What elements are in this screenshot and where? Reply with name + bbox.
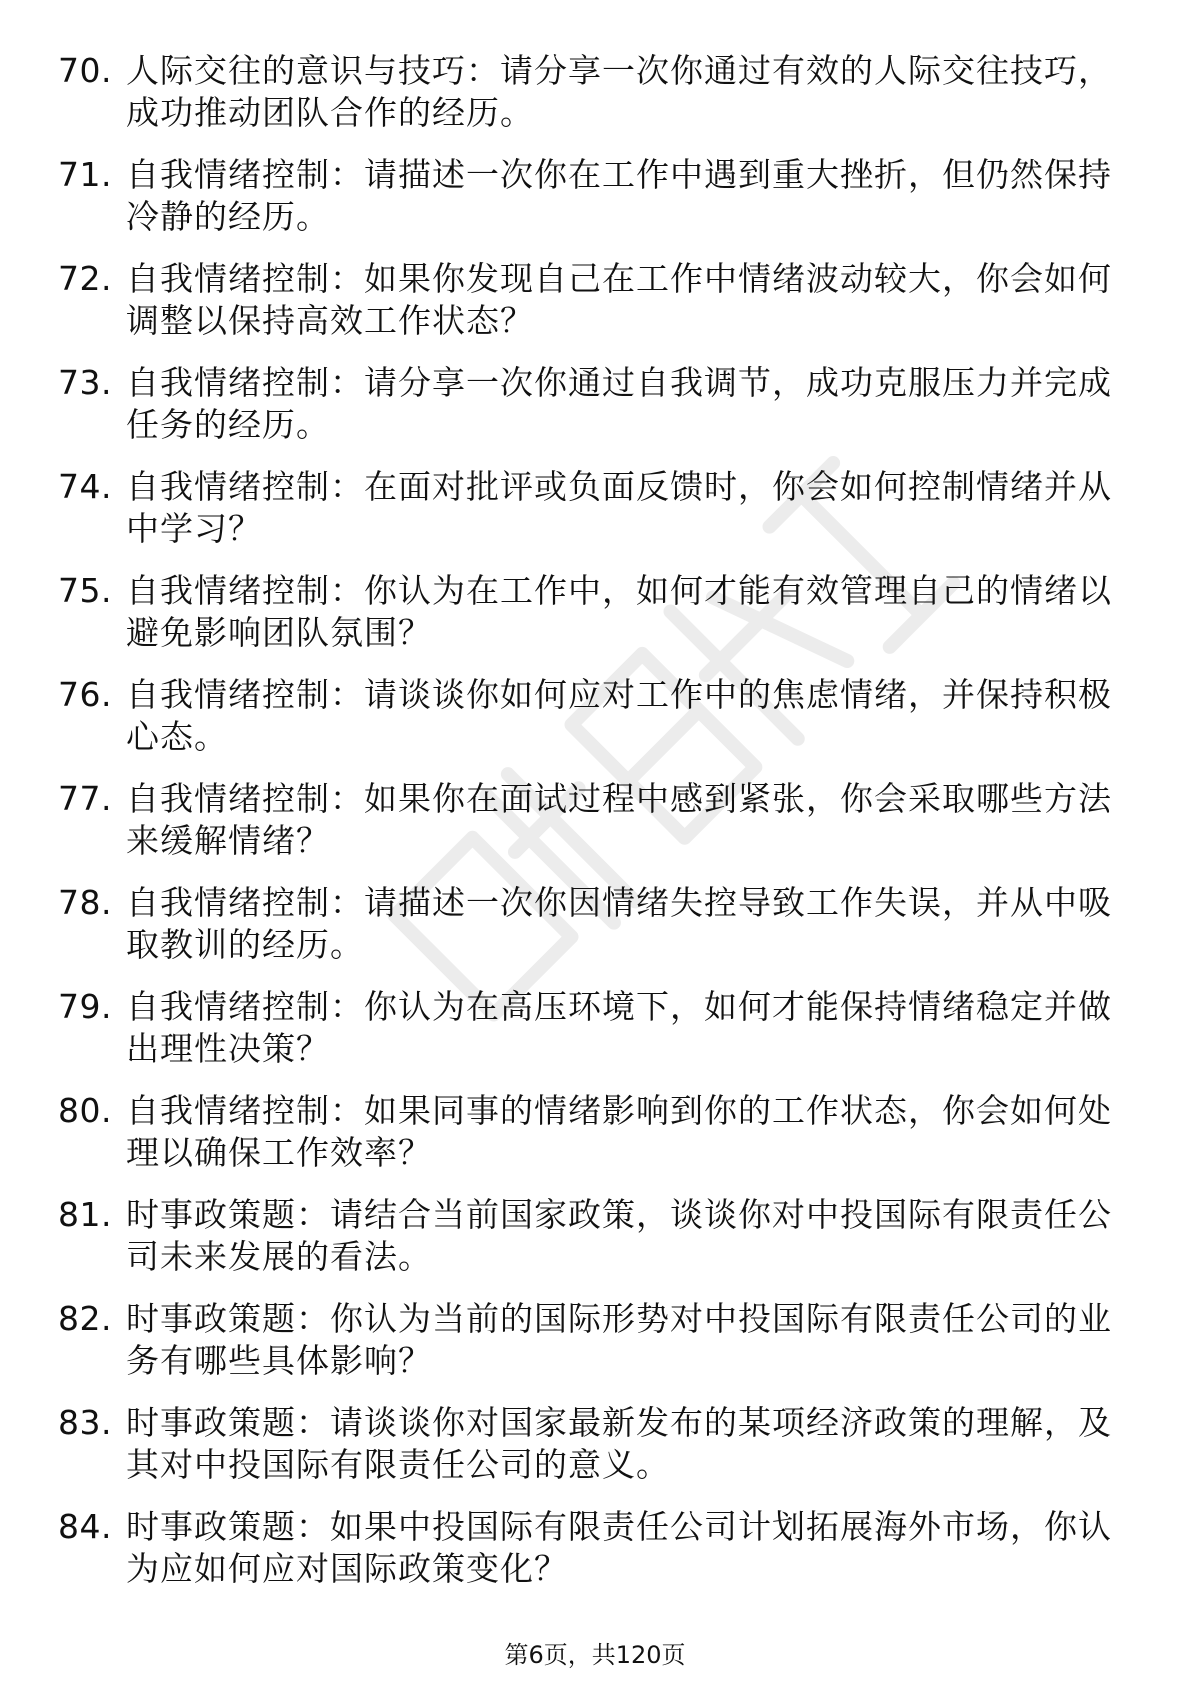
question-item bbox=[58, 258, 1128, 362]
question-item bbox=[58, 1090, 1128, 1194]
question-text: 时事政策题：请谈谈你对国家最新发布的某项经济政策的理解，及其对中投国际有限责任公司的意义。 bbox=[126, 1403, 1112, 1484]
question-number: 78. bbox=[58, 883, 112, 922]
question-text: 自我情绪控制：请描述一次你因情绪失控导致工作失误，并从中吸取教训的经历。 bbox=[126, 883, 1112, 964]
question-item bbox=[58, 362, 1128, 466]
question-text: 自我情绪控制：如果你发现自己在工作中情绪波动较大，你会如何调整以保持高效工作状态？ bbox=[126, 259, 1112, 340]
question-number: 81. bbox=[58, 1195, 112, 1234]
question-item bbox=[58, 1402, 1128, 1506]
question-item bbox=[58, 1298, 1128, 1402]
question-number: 75. bbox=[58, 571, 112, 610]
question-number: 71. bbox=[58, 155, 112, 194]
question-text: 自我情绪控制：在面对批评或负面反馈时，你会如何控制情绪并从中学习？ bbox=[126, 467, 1112, 548]
question-list bbox=[58, 50, 1128, 1610]
question-number: 76. bbox=[58, 675, 112, 714]
question-item bbox=[58, 986, 1128, 1090]
question-number: 80. bbox=[58, 1091, 112, 1130]
question-text: 自我情绪控制：请谈谈你如何应对工作中的焦虑情绪，并保持积极心态。 bbox=[126, 675, 1112, 756]
question-number: 70. bbox=[58, 51, 112, 90]
page-number-footer: 第6页，共120页 bbox=[504, 1641, 686, 1669]
question-text: 自我情绪控制：如果同事的情绪影响到你的工作状态，你会如何处理以确保工作效率？ bbox=[126, 1091, 1112, 1172]
question-number: 79. bbox=[58, 987, 112, 1026]
question-number: 74. bbox=[58, 467, 112, 506]
question-item bbox=[58, 882, 1128, 986]
question-number: 82. bbox=[58, 1299, 112, 1338]
question-text: 人际交往的意识与技巧：请分享一次你通过有效的人际交往技巧，成功推动团队合作的经历。 bbox=[126, 51, 1112, 132]
question-number: 83. bbox=[58, 1403, 112, 1442]
question-item bbox=[58, 778, 1128, 882]
question-text: 自我情绪控制：请分享一次你通过自我调节，成功克服压力并完成任务的经历。 bbox=[126, 363, 1112, 444]
question-text: 自我情绪控制：你认为在高压环境下，如何才能保持情绪稳定并做出理性决策？ bbox=[126, 987, 1112, 1068]
question-text: 时事政策题：你认为当前的国际形势对中投国际有限责任公司的业务有哪些具体影响？ bbox=[126, 1299, 1112, 1380]
question-text: 自我情绪控制：如果你在面试过程中感到紧张，你会采取哪些方法来缓解情绪？ bbox=[126, 779, 1112, 860]
question-number: 72. bbox=[58, 259, 112, 298]
question-text: 时事政策题：请结合当前国家政策，谈谈你对中投国际有限责任公司未来发展的看法。 bbox=[126, 1195, 1112, 1276]
question-text: 自我情绪控制：请描述一次你在工作中遇到重大挫折，但仍然保持冷静的经历。 bbox=[126, 155, 1112, 236]
question-item bbox=[58, 50, 1128, 154]
question-item bbox=[58, 466, 1128, 570]
question-item bbox=[58, 570, 1128, 674]
question-number: 84. bbox=[58, 1507, 112, 1546]
question-item bbox=[58, 1506, 1128, 1610]
question-item bbox=[58, 154, 1128, 258]
question-item bbox=[58, 1194, 1128, 1298]
question-item bbox=[58, 674, 1128, 778]
question-text: 自我情绪控制：你认为在工作中，如何才能有效管理自己的情绪以避免影响团队氛围？ bbox=[126, 571, 1112, 652]
question-number: 73. bbox=[58, 363, 112, 402]
question-text: 时事政策题：如果中投国际有限责任公司计划拓展海外市场，你认为应如何应对国际政策变化？ bbox=[126, 1507, 1112, 1588]
question-number: 77. bbox=[58, 779, 112, 818]
